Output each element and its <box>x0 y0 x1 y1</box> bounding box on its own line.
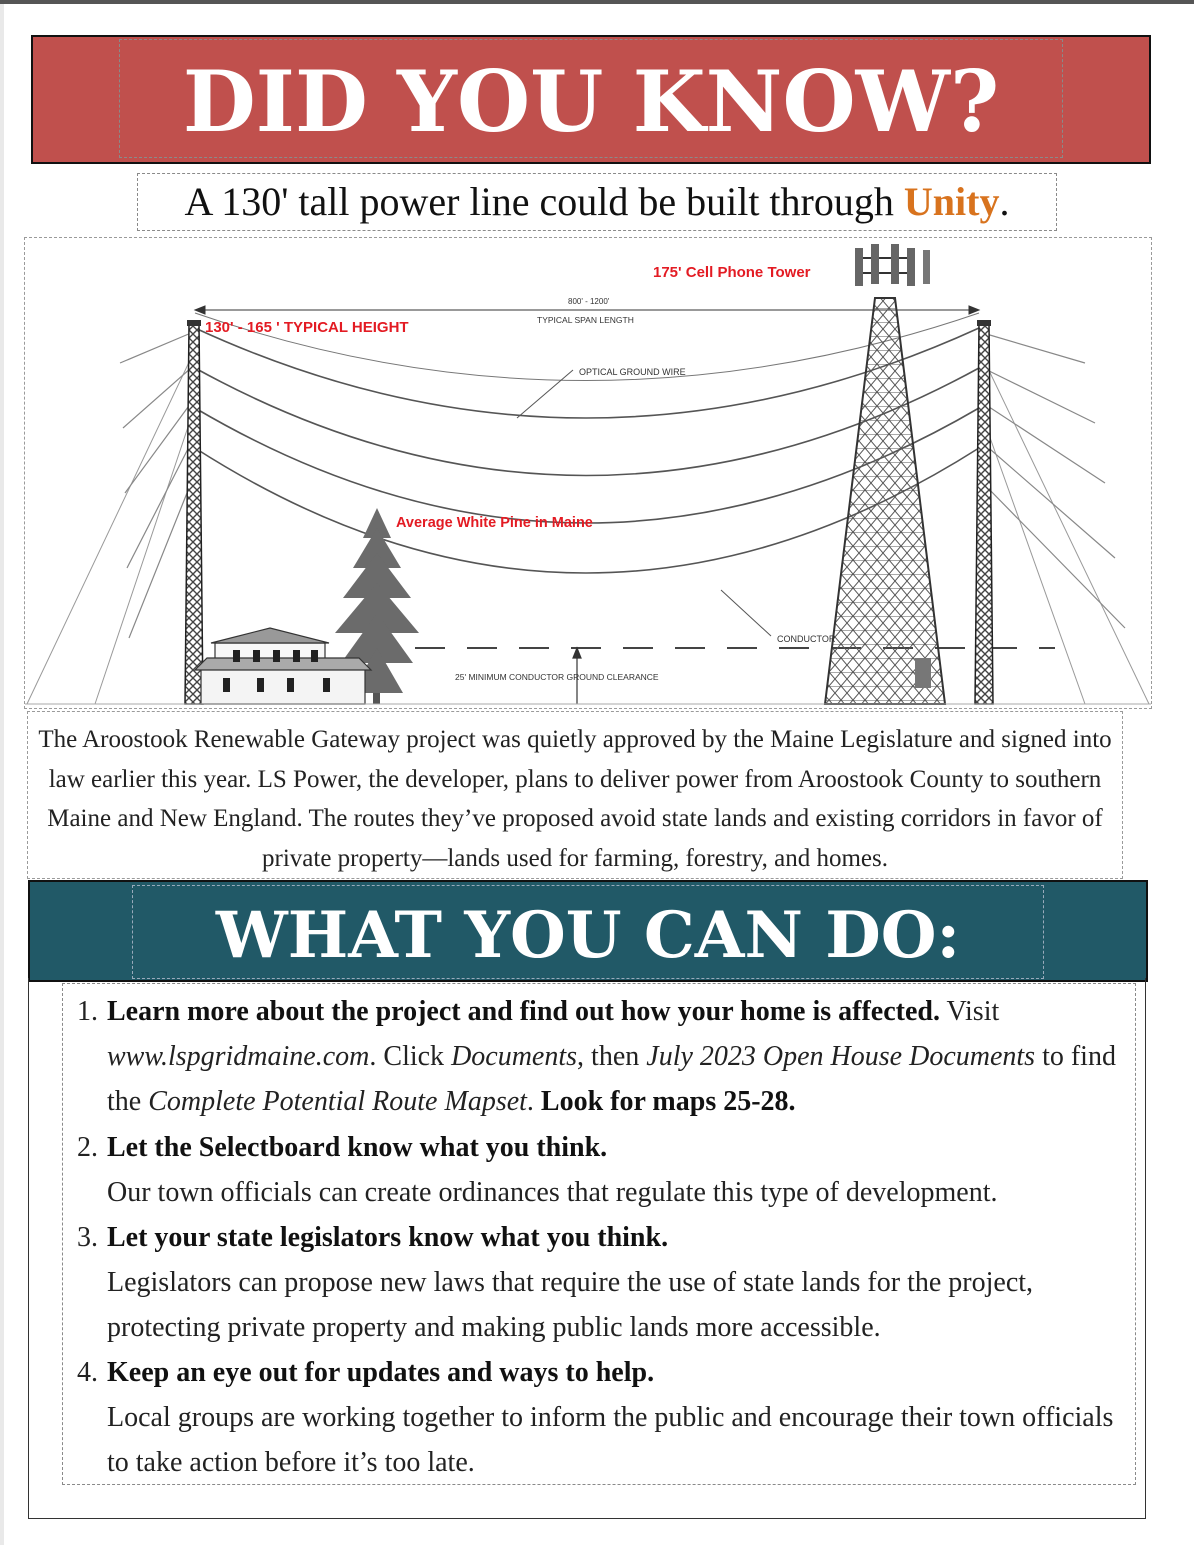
ground-wire-leader <box>517 370 573 418</box>
open-house-documents-text: July 2023 Open House Documents <box>646 1041 1036 1072</box>
action-number: 1. <box>77 996 98 1027</box>
span-length-label: TYPICAL SPAN LENGTH <box>537 315 634 325</box>
action-item-3 <box>77 1215 1137 1350</box>
action-heading: Let the Selectboard know what you think. <box>107 1132 608 1163</box>
did-you-know-text-frame <box>119 39 1063 158</box>
action-item-2 <box>77 1125 1137 1215</box>
conductor-label: CONDUCTOR <box>777 634 836 644</box>
outer-wires <box>120 333 1125 638</box>
subtitle-period: . <box>999 179 1010 224</box>
action-text: Our town officials can create ordinances that regulate this type of development. <box>107 1177 998 1208</box>
optical-ground-wire-label: OPTICAL GROUND WIRE <box>579 367 686 377</box>
conductor-leader <box>721 590 771 636</box>
cell-tower-label: 175' Cell Phone Tower <box>653 264 811 281</box>
did-you-know-banner <box>31 35 1151 164</box>
what-you-can-do-heading: WHAT YOU CAN DO: <box>215 898 961 973</box>
power-line-diagram-svg <box>25 238 1151 708</box>
intro-paragraph: The Aroostook Renewable Gateway project was quietly approved by the Maine Legislature and signed into law earlier this year. LS Power, the developer, plans to deliver power from Aroostook County to southern Maine and New England. The routes they’ve proposed avoid state lands and existing corridors in favor of private property—lands used for farming, forestry, and homes. <box>38 726 1112 872</box>
action-heading: Keep an eye out for updates and ways to help. <box>107 1357 655 1388</box>
route-mapset-text: Complete Potential Route Mapset <box>148 1086 527 1117</box>
span-range-label: 800' - 1200' <box>568 297 610 306</box>
power-line-diagram <box>24 237 1152 709</box>
subtitle-town-name: Unity <box>903 179 1000 224</box>
action-heading: Let your state legislators know what you think. <box>107 1222 669 1253</box>
ground-clearance-label: 25' MINIMUM CONDUCTOR GROUND CLEARANCE <box>455 672 659 682</box>
actions-list <box>62 983 1136 1485</box>
project-website-link[interactable]: www.lspgridmaine.com <box>107 1041 370 1072</box>
action-text: . Click <box>369 1041 452 1072</box>
what-you-can-do-banner <box>28 880 1148 982</box>
what-you-can-do-text-frame <box>132 885 1044 979</box>
farmhouse <box>195 628 371 704</box>
action-item-4 <box>77 1350 1137 1485</box>
subtitle-text: A 130' tall power line could be built through <box>184 179 904 224</box>
action-heading: Learn more about the project and find out how your home is affected. <box>107 996 940 1027</box>
maps-reference: Look for maps 25-28. <box>540 1086 796 1117</box>
did-you-know-heading: DID YOU KNOW? <box>182 52 1000 151</box>
documents-link-text: Documents <box>451 1041 578 1072</box>
typical-height-label: 130' - 165 ' TYPICAL HEIGHT <box>205 319 409 336</box>
right-transmission-pole <box>975 320 993 704</box>
intro-paragraph-box <box>27 711 1123 879</box>
action-number: 2. <box>77 1132 98 1163</box>
action-text: Local groups are working together to inform the public and encourage their town officials to take action before it’s too late. <box>107 1402 1114 1478</box>
subtitle <box>137 173 1057 231</box>
action-text: , then <box>577 1041 647 1072</box>
white-pine-label: Average White Pine in Maine <box>396 515 593 531</box>
action-number: 4. <box>77 1357 98 1388</box>
left-transmission-pole <box>185 320 203 704</box>
span-dimension <box>195 306 979 314</box>
action-text: to find the <box>107 1041 1116 1117</box>
action-number: 3. <box>77 1222 98 1253</box>
action-text: Visit <box>939 996 1000 1027</box>
action-text: . <box>526 1086 541 1117</box>
action-item-1 <box>77 989 1137 1124</box>
action-text: Legislators can propose new laws that require the use of state lands for the project, protecting private property and making public lands more accessible. <box>107 1267 1034 1343</box>
